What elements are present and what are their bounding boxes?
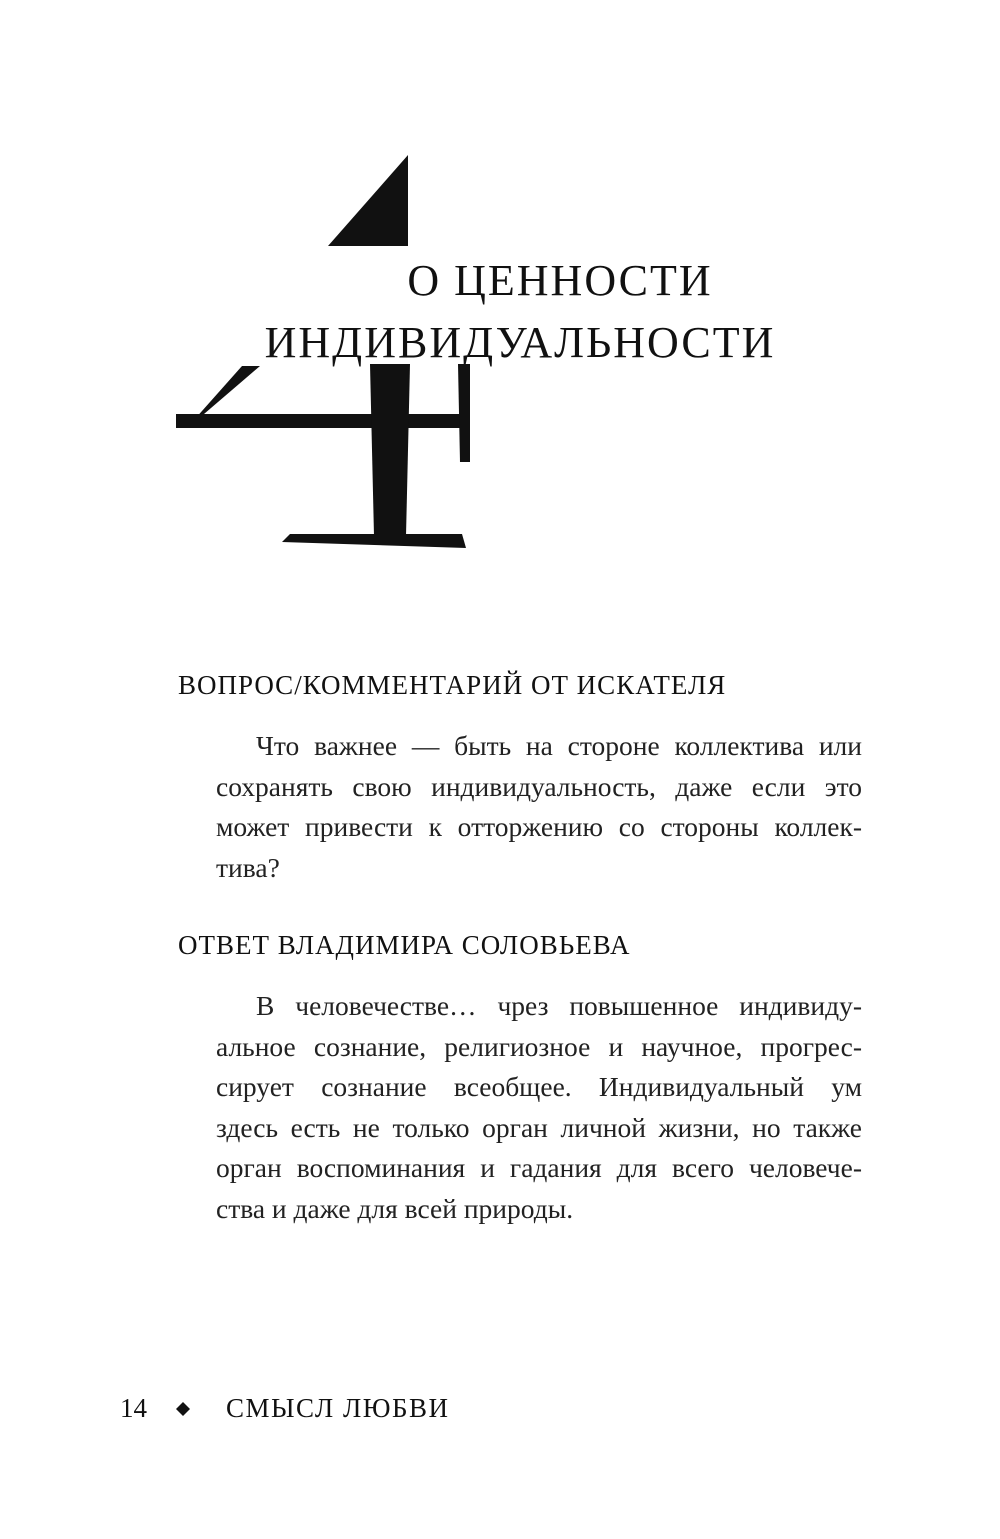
paragraph-line: тива?: [216, 851, 280, 883]
paragraph-line: орган воспоминания и гадания для всего человече-: [216, 1152, 862, 1183]
question-heading: ВОПРОС/КОММЕНТАРИЙ ОТ ИСКАТЕЛЯ: [178, 670, 727, 700]
answer-heading: ОТВЕТ ВЛАДИМИРА СОЛОВЬЕВА: [178, 930, 631, 960]
question-paragraph: [216, 726, 862, 888]
paragraph-line: В человечестве… чрез повышенное индивиду-: [256, 990, 862, 1021]
chapter-title: [200, 250, 840, 374]
paragraph-line: сохранять свою индивидуальность, даже если это: [216, 770, 862, 802]
chapter-title-line-1: О ЦЕННОСТИ: [407, 256, 713, 305]
page-number: 14: [120, 1393, 147, 1423]
paragraph-line: сирует сознание всеобщее. Индивидуальный ум: [216, 1071, 862, 1102]
paragraph-line: альное сознание, религиозное и научное, прогрес-: [216, 1030, 862, 1062]
answer-paragraph: [216, 986, 862, 1229]
paragraph-line: может привести к отторжению со стороны коллек-: [216, 811, 862, 842]
chapter-title-line-2: ИНДИВИДУАЛЬНОСТИ: [264, 318, 776, 367]
paragraph-line: здесь есть не только орган личной жизни, но также: [216, 1111, 862, 1143]
running-title: СМЫСЛ ЛЮБВИ: [226, 1393, 450, 1423]
page-footer: [120, 1393, 450, 1424]
paragraph-line: Что важнее — быть на стороне коллектива или: [256, 730, 862, 761]
diamond-icon: [168, 1399, 198, 1419]
paragraph-line: ства и даже для всей природы.: [216, 1192, 574, 1224]
